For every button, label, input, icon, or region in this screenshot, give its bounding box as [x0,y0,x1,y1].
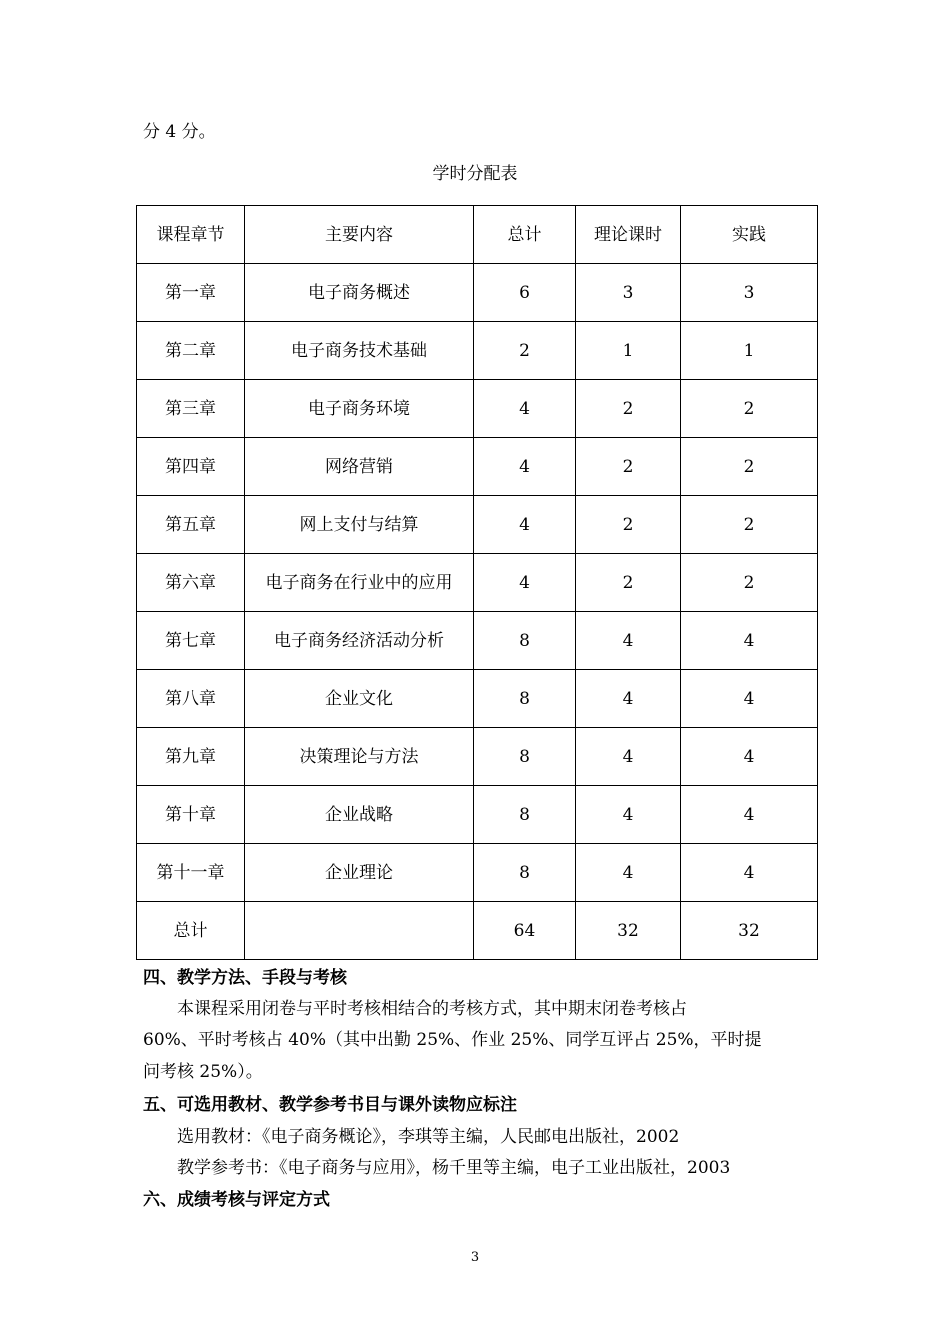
cell-practice: 2 [681,554,818,612]
header-content: 主要内容 [245,206,474,264]
cell-theory: 1 [576,322,681,380]
table-row [137,844,818,902]
cell-total: 8 [474,670,576,728]
cell-content: 企业战略 [245,786,474,844]
table-row [137,264,818,322]
cell-theory: 4 [576,728,681,786]
cell-content: 企业理论 [245,844,474,902]
cell-total: 8 [474,728,576,786]
cell-theory: 2 [576,438,681,496]
header-theory-hours: 理论课时 [576,206,681,264]
cell-content: 电子商务概述 [245,264,474,322]
cell-total: 64 [474,902,576,960]
cell-content [245,902,474,960]
table-row [137,612,818,670]
cell-theory: 3 [576,264,681,322]
cell-chapter: 总计 [137,902,245,960]
cell-total: 4 [474,438,576,496]
cell-theory: 32 [576,902,681,960]
header-chapter: 课程章节 [137,206,245,264]
cell-total: 8 [474,786,576,844]
cell-total: 8 [474,844,576,902]
table-total-row [137,902,818,960]
cell-total: 4 [474,380,576,438]
cell-total: 4 [474,554,576,612]
cell-content: 网络营销 [245,438,474,496]
paragraph-line: 本课程采用闭卷与平时考核相结合的考核方式，其中期末闭卷考核占 [177,999,687,1019]
cell-practice: 4 [681,612,818,670]
cell-theory: 4 [576,670,681,728]
cell-content: 电子商务技术基础 [245,322,474,380]
header-total: 总计 [474,206,576,264]
cell-practice: 1 [681,322,818,380]
cell-total: 6 [474,264,576,322]
cell-practice: 4 [681,844,818,902]
section-heading-4: 四、教学方法、手段与考核 [143,968,347,988]
table-row [137,322,818,380]
table-title: 学时分配表 [432,164,518,184]
cell-practice: 2 [681,438,818,496]
table-row [137,670,818,728]
paragraph-line: 问考核 25%）。 [143,1062,263,1082]
cell-chapter: 第十章 [137,786,245,844]
table-row [137,438,818,496]
table-header-row [137,206,818,264]
cell-content: 电子商务经济活动分析 [245,612,474,670]
cell-total: 2 [474,322,576,380]
cell-theory: 4 [576,844,681,902]
cell-chapter: 第五章 [137,496,245,554]
cell-practice: 2 [681,496,818,554]
cell-practice: 32 [681,902,818,960]
textbook-line: 选用教材：《电子商务概论》，李琪等主编，人民邮电出版社，2002 [177,1127,680,1147]
cell-chapter: 第四章 [137,438,245,496]
cell-content: 企业文化 [245,670,474,728]
cell-theory: 4 [576,786,681,844]
table-row [137,380,818,438]
cell-practice: 3 [681,264,818,322]
reference-line: 教学参考书：《电子商务与应用》，杨千里等主编，电子工业出版社，2003 [177,1158,731,1178]
cell-chapter: 第一章 [137,264,245,322]
cell-chapter: 第十一章 [137,844,245,902]
cell-content: 电子商务在行业中的应用 [245,554,474,612]
cell-chapter: 第二章 [137,322,245,380]
table-row [137,786,818,844]
cell-practice: 2 [681,380,818,438]
section-heading-5: 五、可选用教材、教学参考书目与课外读物应标注 [143,1095,517,1115]
cell-theory: 2 [576,554,681,612]
hours-allocation-table [136,205,818,960]
cell-chapter: 第六章 [137,554,245,612]
table-body [137,206,818,960]
table-row [137,554,818,612]
cell-content: 网上支付与结算 [245,496,474,554]
intro-fragment: 分 4 分。 [143,122,216,142]
cell-total: 8 [474,612,576,670]
table-row [137,496,818,554]
header-practice: 实践 [681,206,818,264]
cell-chapter: 第七章 [137,612,245,670]
section-heading-6: 六、成绩考核与评定方式 [143,1190,330,1210]
cell-theory: 2 [576,496,681,554]
paragraph-line: 60%、平时考核占 40%（其中出勤 25%、作业 25%、同学互评占 25%，平时提 [143,1030,762,1050]
cell-content: 电子商务环境 [245,380,474,438]
cell-practice: 4 [681,728,818,786]
cell-chapter: 第三章 [137,380,245,438]
cell-content: 决策理论与方法 [245,728,474,786]
cell-theory: 2 [576,380,681,438]
cell-practice: 4 [681,786,818,844]
table-row [137,728,818,786]
cell-theory: 4 [576,612,681,670]
cell-total: 4 [474,496,576,554]
page-number: 3 [470,1250,480,1265]
cell-practice: 4 [681,670,818,728]
cell-chapter: 第八章 [137,670,245,728]
cell-chapter: 第九章 [137,728,245,786]
